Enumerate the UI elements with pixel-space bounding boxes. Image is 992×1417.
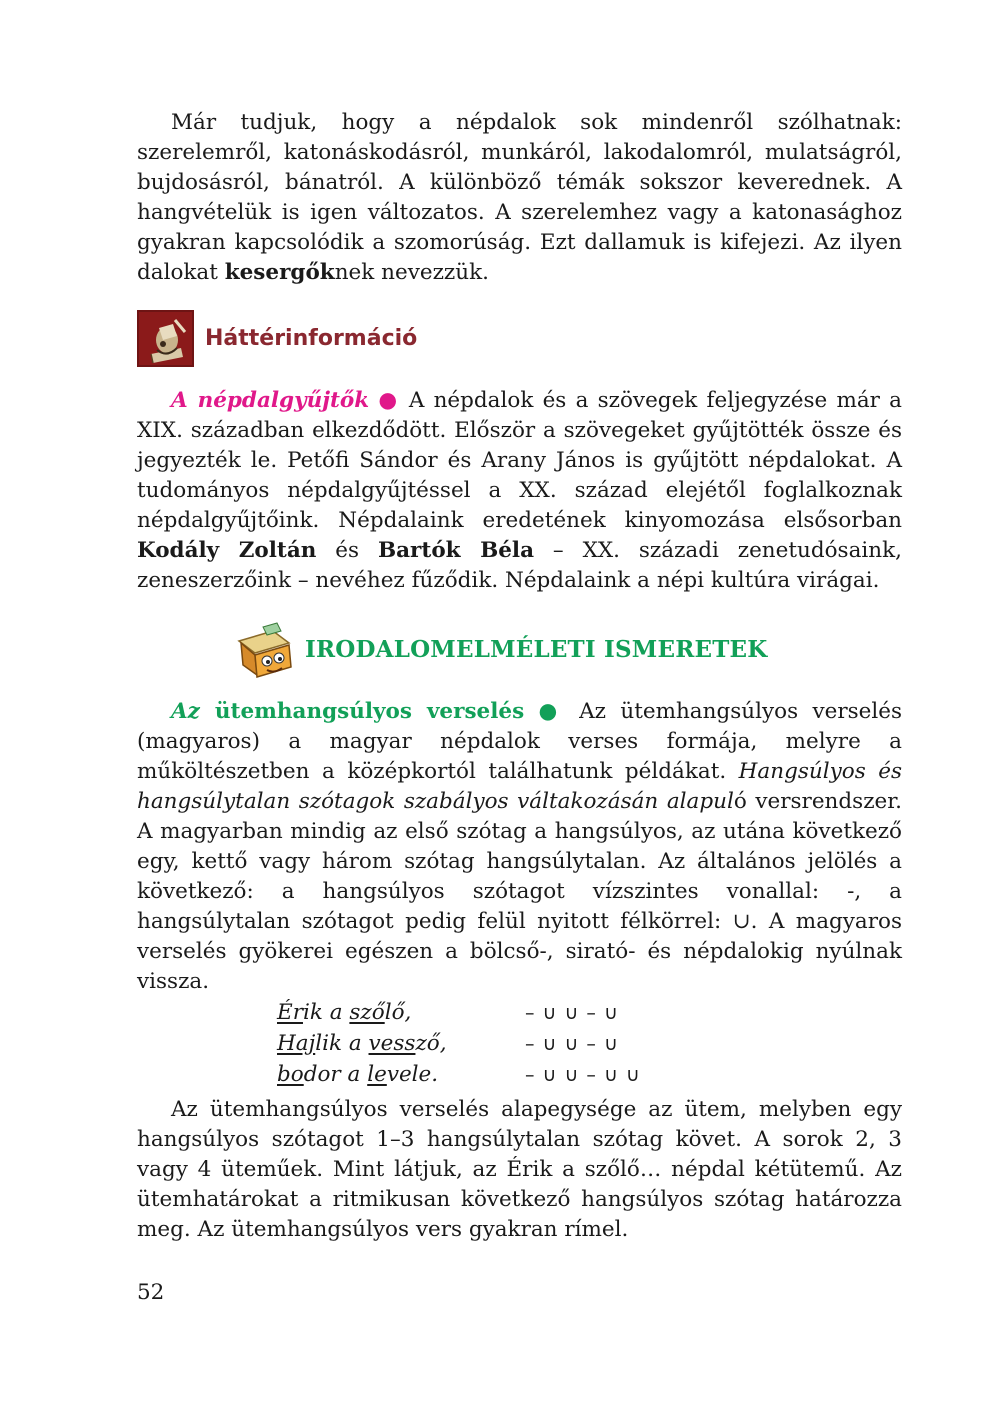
hatter-title: Háttérinformáció (205, 326, 418, 351)
verse-line (277, 1060, 438, 1090)
irodalom-paragraph (137, 697, 902, 997)
irodalom-title: IRODALOMELMÉLETI ISMERETEK (305, 636, 768, 663)
intro-paragraph (137, 108, 902, 288)
page-content (137, 108, 902, 1245)
stressed-syllable: sző (349, 1000, 385, 1025)
bullet-icon: ● (538, 699, 565, 724)
verse-text: ző, (415, 1031, 447, 1056)
meter-notation: – ∪ ∪ – ∪ (525, 1002, 619, 1024)
verse-text: vele. (386, 1062, 439, 1087)
hatter-text: A népdalok és a szövegek feljegyzése már a XIX. században elkezdődött. Először a szövegeket gyűjtötték össze és jegyezték le. Petőfi Sándor és Arany János is gyűjtött népdalokat. A tudományos népdalgyűjtéssel a XX. század elejétől foglalkoznak népdalgyűjtőink. Népdalaink eredetének kinyomozása elsősorban (137, 388, 902, 533)
stressed-syllable: bo (277, 1062, 304, 1087)
verse-text: lő, (384, 1000, 412, 1025)
hatter-text-end: – XX. századi zenetudósaink, zeneszerzőink – nevéhez fűződik. Népdalaink a népi kultúra virágai. (137, 538, 902, 593)
stressed-syllable: Haj (277, 1031, 316, 1056)
irodalom-text-end: ó versrendszer. A magyarban mindig az első szótag a hangsúlyos, az utána következő egy, kettő vagy három szótag hangsúlytalan. Az általános jelölés a következő: a hangsúlyos szótagot vízszintes vonallal: -, a hangsúlytalan szótagot pedig felül nyitott félkörrel: ∪. A magyaros verselés gyökerei egészen a bölcső-, sirató- és népdalokig nyúlnak vissza. (137, 789, 903, 994)
irodalom-italic: Hangsúlyos és hangsúlytalan szótagok szabályos váltakozásán alapul (137, 759, 902, 814)
irodalom-term (171, 699, 524, 724)
stressed-syllable: le (367, 1062, 387, 1087)
irodalom-heading (137, 621, 902, 683)
intro-text-end: nek nevezzük. (334, 260, 489, 285)
hatter-name-bartok: Bartók Béla (377, 538, 535, 563)
irodalom-term-name: ütemhangsúlyos verselés (214, 699, 525, 724)
page-number: 52 (137, 1280, 165, 1305)
hatter-paragraph (137, 386, 902, 596)
irodalom-term-article: Az (171, 699, 200, 724)
bullet-icon: ● (378, 388, 400, 413)
closing-paragraph: Az ütemhangsúlyos verselés alapegysége az ütem, melyben egy hangsúlyos szótagot 1–3 hangsúlytalan szótag követ. A sorok 2, 3 vagy 4 üteműek. Mint látjuk, az Érik a szőlő… népdal kétütemű. Az ütemhatárokat a ritmikusan következő hangsúlyos szótag határozza meg. Az ütemhangsúlyos vers gyakran rímel. (137, 1097, 902, 1242)
hatter-heading (137, 310, 902, 370)
verse-line (277, 1029, 447, 1059)
verse-text: dor a (303, 1062, 368, 1087)
hatter-text-and: és (316, 538, 378, 563)
hatter-name-kodaly: Kodály Zoltán (137, 538, 317, 563)
intro-bold-term: kesergők (224, 260, 335, 285)
book-character-icon (233, 621, 299, 681)
stressed-syllable: vess (368, 1031, 416, 1056)
verse-text: lik a (315, 1031, 369, 1056)
scroll-book-icon (137, 310, 194, 367)
verse-example (137, 998, 902, 1093)
verse-line (277, 998, 411, 1028)
irodalom-text: Az ütemhangsúlyos verselés (magyaros) a magyar népdalok verses formája, melyre a műköltészetben a középkortól találhatunk példákat. (137, 699, 902, 784)
stressed-syllable: Ér (277, 1000, 303, 1025)
hatter-term: A népdalgyűjtők (171, 388, 370, 413)
intro-text: Már tudjuk, hogy a népdalok sok mindenről szólhatnak: szerelemről, katonáskodásról, munkáról, lakodalomról, mulatságról, bujdosásról, bánatról. A különböző témák sokszor keverednek. A hangvételük is igen változatos. A szerelemhez vagy a katonasághoz gyakran kapcsolódik a szomorúság. Ezt dallamuk is kifejezi. Az ilyen dalokat (137, 110, 902, 285)
meter-notation: – ∪ ∪ – ∪ ∪ (525, 1064, 641, 1086)
verse-text: ik a (302, 1000, 350, 1025)
meter-notation: – ∪ ∪ – ∪ (525, 1033, 619, 1055)
